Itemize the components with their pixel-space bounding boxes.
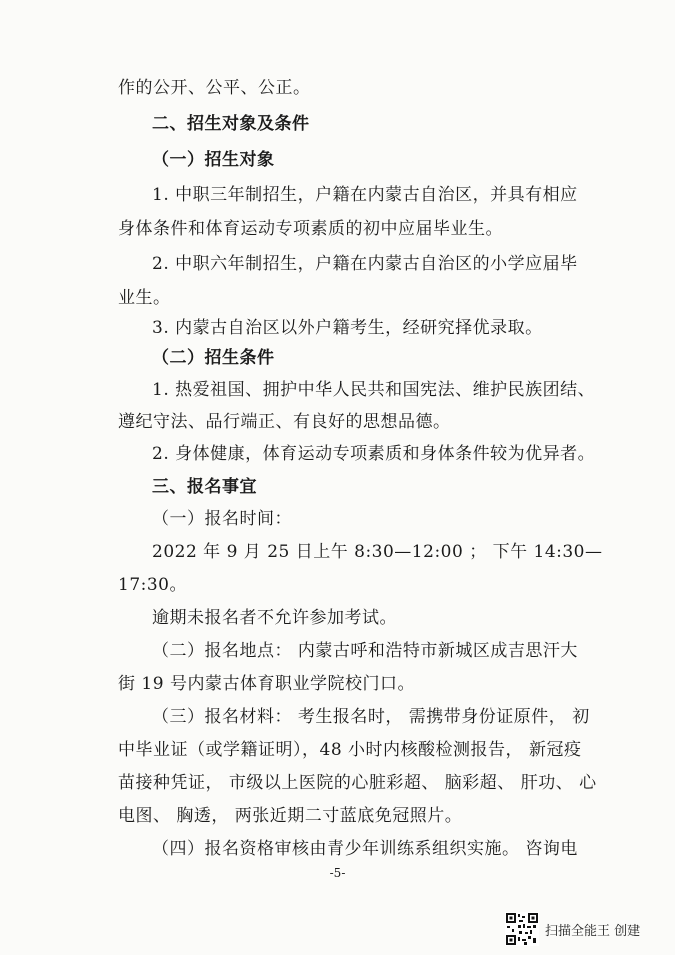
text-line-12: 2. 身体健康，体育运动专项素质和身体条件较为优异者。 (152, 444, 596, 464)
section-heading-2: 二、招生对象及条件 (152, 114, 310, 134)
text-line-8: 3. 内蒙古自治区以外户籍考生，经研究择优录取。 (152, 318, 543, 338)
text-line-18: （二）报名地点： 内蒙古呼和浩特市新城区成吉思汗大 (152, 641, 578, 661)
text-line-7: 业生。 (118, 288, 171, 308)
text-line-16: 17:30。 (118, 575, 187, 595)
text-line-10: 1. 热爱祖国、拥护中华人民共和国宪法、维护民族团结、 (152, 380, 596, 400)
text-line-24: （四）报名资格审核由青少年训练系组织实施。 咨询电 (152, 839, 578, 859)
text-line-21: 中毕业证（或学籍证明），48 小时内核酸检测报告， 新冠疫 (118, 740, 582, 760)
text-line-15: 2022 年 9 月 25 日上午 8:30—12:00 ； 下午 14:30— (152, 542, 603, 562)
subsection-heading-conditions: （二）招生条件 (152, 348, 275, 368)
text-line-22: 苗接种凭证， 市级以上医院的心脏彩超、 脑彩超、 肝功、 心 (118, 773, 597, 793)
text-line-17: 逾期未报名者不允许参加考试。 (152, 608, 397, 628)
scanner-watermark (505, 912, 640, 946)
text-line-19: 街 19 号内蒙古体育职业学院校门口。 (118, 674, 415, 694)
text-line-14: （一）报名时间： (152, 509, 292, 529)
section-heading-3: 三、报名事宜 (152, 477, 257, 497)
page-number: -5- (329, 866, 346, 880)
subsection-heading-targets: （一）招生对象 (152, 150, 275, 170)
text-line-5: 身体条件和体育运动专项素质的初中应届毕业生。 (118, 219, 503, 239)
text-line-20: （三）报名材料： 考生报名时， 需携带身份证原件， 初 (152, 707, 590, 727)
scanner-credit-text: 扫描全能王 创建 (545, 923, 641, 939)
text-line-11: 遵纪守法、品行端正、有良好的思想品德。 (118, 412, 451, 432)
qr-code-icon (505, 912, 539, 946)
text-line-1: 作的公开、公平、公正。 (118, 78, 311, 98)
text-line-6: 2. 中职六年制招生，户籍在内蒙古自治区的小学应届毕 (152, 254, 578, 274)
text-line-4: 1. 中职三年制招生，户籍在内蒙古自治区，并具有相应 (152, 185, 578, 205)
text-line-23: 电图、 胸透， 两张近期二寸蓝底免冠照片。 (118, 806, 463, 826)
